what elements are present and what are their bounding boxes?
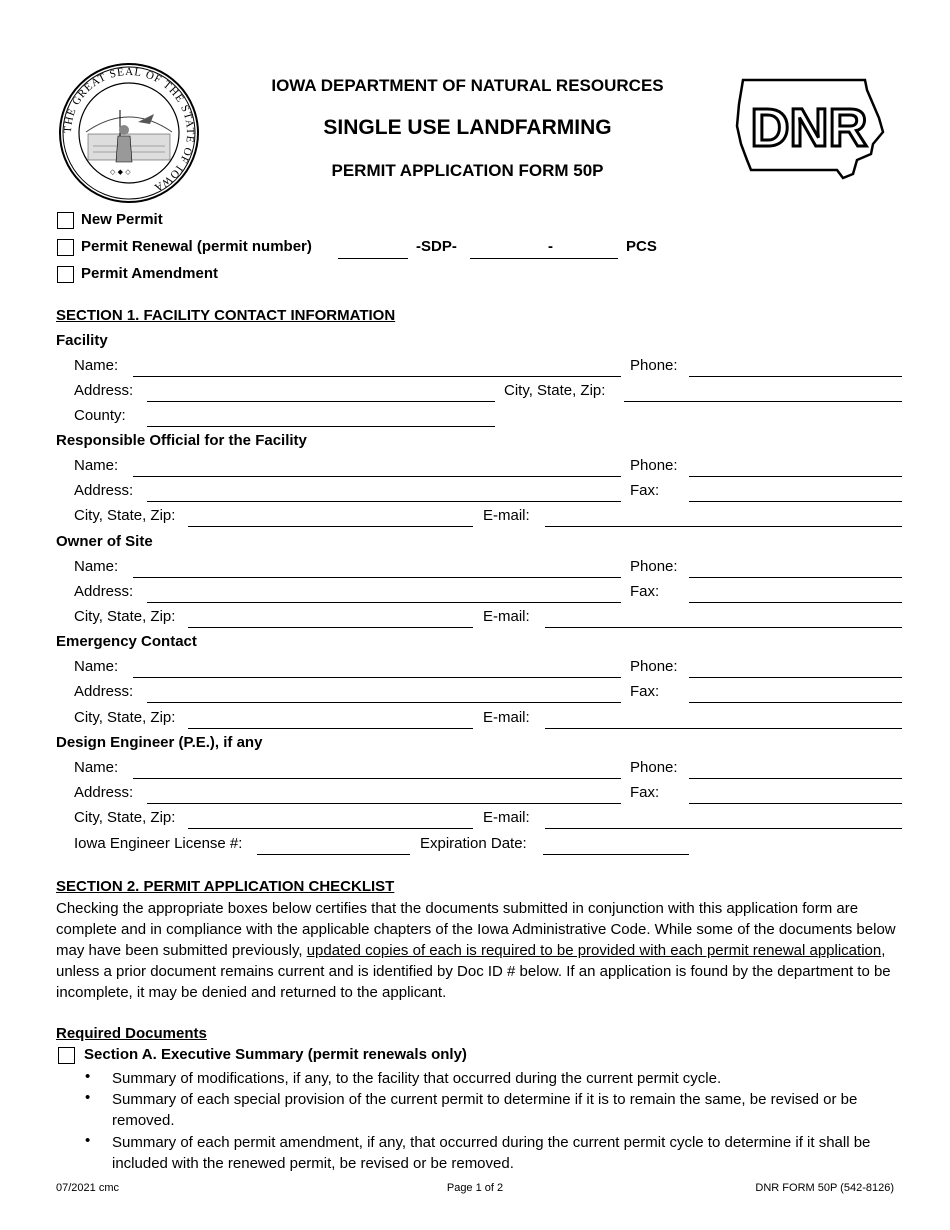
- responsible-csz-label: City, State, Zip:: [74, 507, 176, 524]
- section1-title: SECTION 1. FACILITY CONTACT INFORMATION: [56, 307, 396, 324]
- section2-intro-part2: , unless a prior document remains current and is identified by Doc ID # below. If an application is found by the department to be incomplete, it may be denied and returned to the applicant.: [56, 942, 891, 1001]
- owner-csz-label: City, State, Zip:: [74, 608, 176, 625]
- facility-phone-label: Phone:: [630, 357, 678, 374]
- emergency-phone-label: Phone:: [630, 658, 678, 675]
- facility-county-label: County:: [74, 407, 126, 424]
- emergency-name-label: Name:: [74, 658, 119, 675]
- responsible-heading: Responsible Official for the Facility: [56, 432, 307, 449]
- permit-renewal-label: Permit Renewal (permit number): [81, 238, 312, 255]
- engineer-address-field[interactable]: [147, 803, 621, 804]
- facility-csz-field[interactable]: [624, 401, 902, 402]
- owner-address-label: Address:: [74, 583, 134, 600]
- engineer-name-label: Name:: [74, 759, 119, 776]
- permit-amendment-label: Permit Amendment: [81, 265, 218, 282]
- engineer-name-field[interactable]: [133, 778, 621, 779]
- owner-heading: Owner of Site: [56, 533, 153, 550]
- facility-address-field[interactable]: [147, 401, 495, 402]
- engineer-email-field[interactable]: [545, 828, 902, 829]
- responsible-email-label: E-mail:: [483, 507, 530, 524]
- svg-text:◇ ◆ ◇: ◇ ◆ ◇: [110, 168, 131, 176]
- engineer-expiration-field[interactable]: [543, 854, 689, 855]
- engineer-email-label: E-mail:: [483, 809, 530, 826]
- section2-intro-underlined: updated copies of each is required to be provided with each permit renewal application: [306, 942, 882, 959]
- responsible-name-field[interactable]: [133, 476, 621, 477]
- list-item: Summary of each permit amendment, if any, that occurred during the current permit cycle to determine if it shall be included with the renewed permit, be revised or be removed.: [112, 1134, 871, 1172]
- svg-text:DNR: DNR: [750, 98, 868, 158]
- engineer-address-label: Address:: [74, 784, 134, 801]
- responsible-fax-field[interactable]: [689, 501, 902, 502]
- department-heading: IOWA DEPARTMENT OF NATURAL RESOURCES: [271, 76, 664, 95]
- responsible-phone-field[interactable]: [689, 476, 902, 477]
- engineer-fax-field[interactable]: [689, 803, 902, 804]
- owner-fax-label: Fax:: [630, 583, 660, 600]
- facility-heading: Facility: [56, 332, 108, 349]
- responsible-address-label: Address:: [74, 482, 134, 499]
- owner-email-label: E-mail:: [483, 608, 530, 625]
- responsible-csz-field[interactable]: [188, 526, 473, 527]
- responsible-phone-label: Phone:: [630, 457, 678, 474]
- emergency-address-label: Address:: [74, 683, 134, 700]
- facility-county-field[interactable]: [147, 426, 495, 427]
- permit-number-dash: -: [548, 238, 553, 255]
- engineer-expiration-label: Expiration Date:: [420, 835, 527, 852]
- emergency-fax-field[interactable]: [689, 702, 902, 703]
- footer-revision: 07/2021 cmc: [56, 1182, 119, 1194]
- new-permit-checkbox[interactable]: [57, 212, 74, 229]
- emergency-email-field[interactable]: [545, 728, 902, 729]
- responsible-email-field[interactable]: [545, 526, 902, 527]
- emergency-phone-field[interactable]: [689, 677, 902, 678]
- permit-number-prefix-field[interactable]: [338, 258, 408, 259]
- emergency-csz-field[interactable]: [188, 728, 473, 729]
- facility-address-label: Address:: [74, 382, 134, 399]
- emergency-fax-label: Fax:: [630, 683, 660, 700]
- page-title: SINGLE USE LANDFARMING: [323, 116, 612, 139]
- dnr-logo: [733, 74, 891, 182]
- permit-amendment-checkbox[interactable]: [57, 266, 74, 283]
- emergency-address-field[interactable]: [147, 702, 621, 703]
- engineer-csz-field[interactable]: [188, 828, 473, 829]
- responsible-name-label: Name:: [74, 457, 119, 474]
- list-item: Summary of each special provision of the current permit to determine if it is to remain the same, be revised or be removed.: [112, 1091, 858, 1129]
- owner-fax-field[interactable]: [689, 602, 902, 603]
- sdp-label: -SDP-: [416, 238, 457, 255]
- engineer-license-label: Iowa Engineer License #:: [74, 835, 243, 852]
- pcs-label: PCS: [626, 238, 657, 255]
- facility-csz-label: City, State, Zip:: [504, 382, 606, 399]
- engineer-heading: Design Engineer (P.E.), if any: [56, 734, 263, 751]
- bullet-marker: •: [85, 1132, 91, 1149]
- form-title: PERMIT APPLICATION FORM 50P: [331, 161, 604, 180]
- section-a-label: Section A. Executive Summary (permit renewals only): [84, 1046, 467, 1063]
- emergency-email-label: E-mail:: [483, 709, 530, 726]
- list-item: Summary of modifications, if any, to the facility that occurred during the current permit cycle.: [112, 1070, 722, 1087]
- section2-intro: [56, 898, 901, 1003]
- emergency-name-field[interactable]: [133, 677, 621, 678]
- footer-form-id: DNR FORM 50P (542-8126): [755, 1182, 894, 1194]
- section-a-checkbox[interactable]: [58, 1047, 75, 1064]
- svg-text:THE GREAT SEAL OF THE STATE OF: THE GREAT SEAL OF THE STATE OF IOWA: [61, 65, 197, 194]
- owner-phone-label: Phone:: [630, 558, 678, 575]
- engineer-phone-label: Phone:: [630, 759, 678, 776]
- bullet-marker: •: [85, 1068, 91, 1085]
- owner-name-field[interactable]: [133, 577, 621, 578]
- owner-name-label: Name:: [74, 558, 119, 575]
- section2-title: SECTION 2. PERMIT APPLICATION CHECKLIST: [56, 878, 395, 895]
- permit-number-middle-field[interactable]: [470, 258, 618, 259]
- responsible-address-field[interactable]: [147, 501, 621, 502]
- footer-page-number: Page 1 of 2: [446, 1182, 504, 1194]
- responsible-fax-label: Fax:: [630, 482, 660, 499]
- owner-email-field[interactable]: [545, 627, 902, 628]
- owner-phone-field[interactable]: [689, 577, 902, 578]
- permit-renewal-checkbox[interactable]: [57, 239, 74, 256]
- facility-phone-field[interactable]: [689, 376, 902, 377]
- new-permit-label: New Permit: [81, 211, 163, 228]
- required-documents-heading: Required Documents: [56, 1025, 207, 1042]
- owner-csz-field[interactable]: [188, 627, 473, 628]
- engineer-csz-label: City, State, Zip:: [74, 809, 176, 826]
- facility-name-field[interactable]: [133, 376, 621, 377]
- engineer-fax-label: Fax:: [630, 784, 660, 801]
- emergency-heading: Emergency Contact: [56, 633, 197, 650]
- emergency-csz-label: City, State, Zip:: [74, 709, 176, 726]
- facility-name-label: Name:: [74, 357, 119, 374]
- owner-address-field[interactable]: [147, 602, 621, 603]
- section2-intro-part1: Checking the appropriate boxes below certifies that the documents submitted in conjunction with this application form are complete and in compliance with the applicable chapters of the Iowa Administrative Code. While some of the documents below may have been submitted previously,: [56, 900, 896, 959]
- engineer-phone-field[interactable]: [689, 778, 902, 779]
- engineer-license-field[interactable]: [257, 854, 410, 855]
- bullet-marker: •: [85, 1089, 91, 1106]
